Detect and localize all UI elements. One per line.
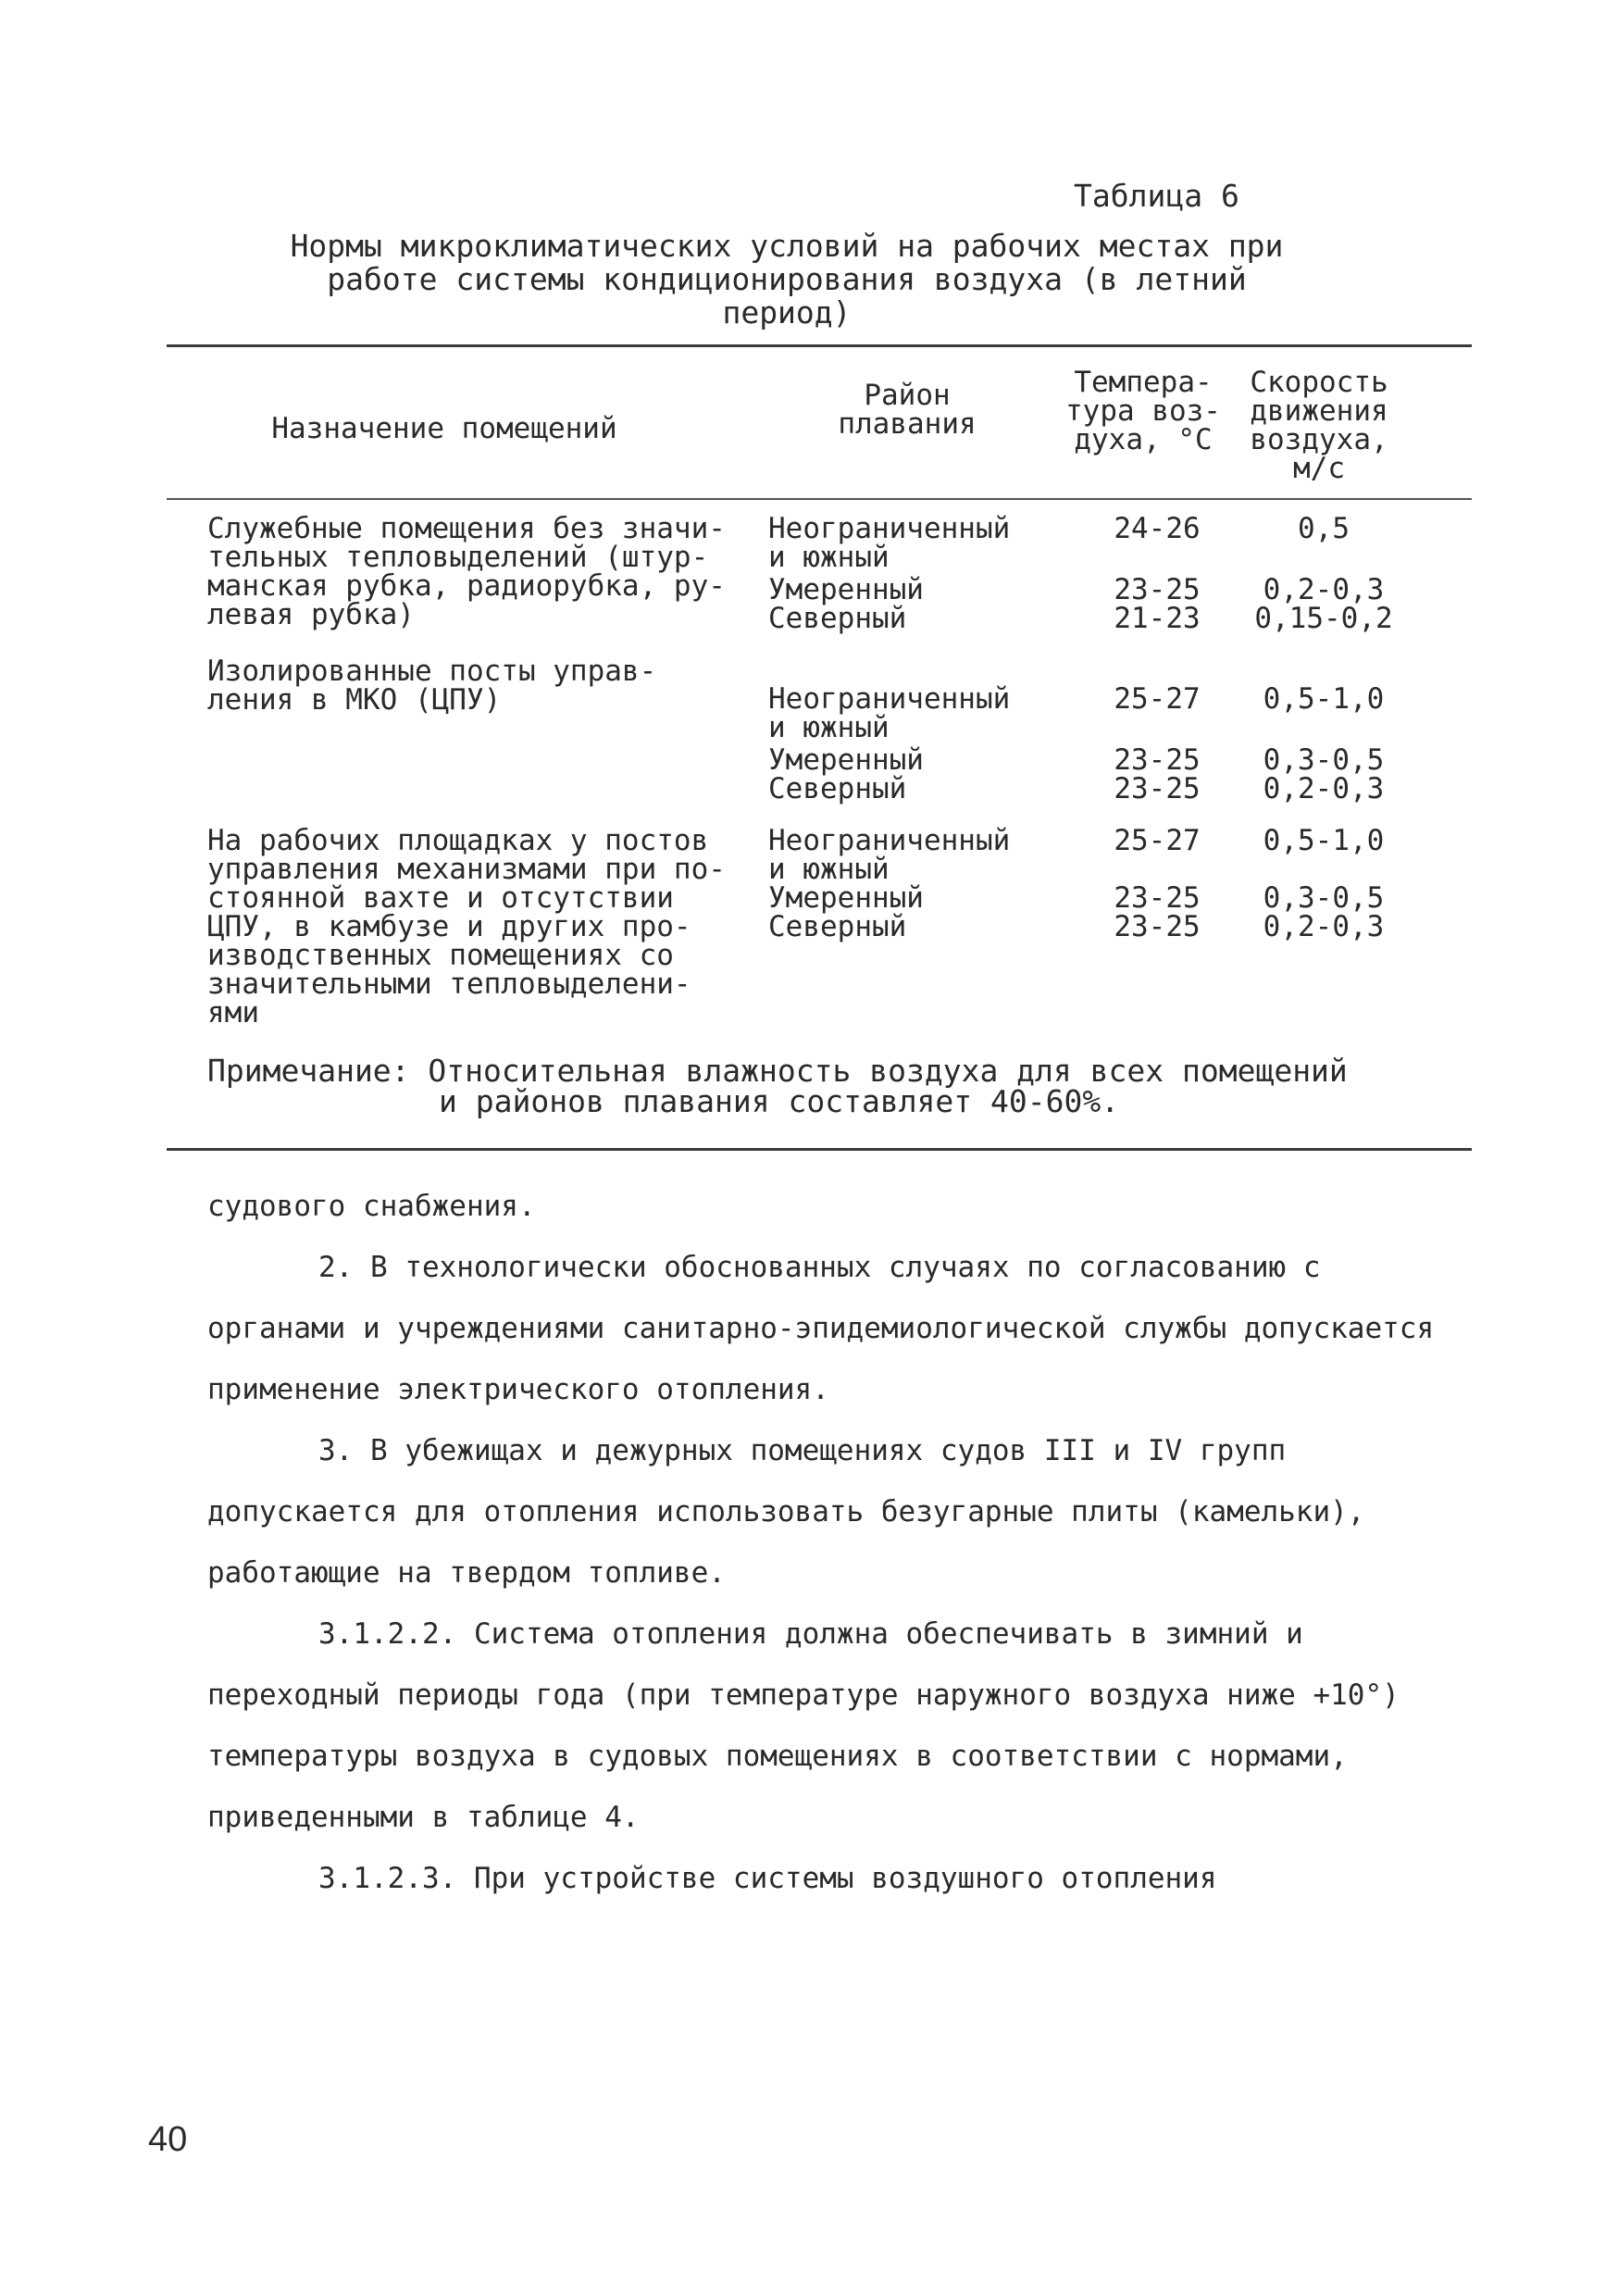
paragraph-4: 3.1.2.2. Система отопления должна обеспечивать в зимний и переходный периоды года (при температуре наружного воздуха ниже +10°) температуры воздуха в судовых помещениях в соответствии с нормами, приведенными в таблице 4. [207,1617,1400,1834]
row1-speed-3: 0,15-0,2 [1254,602,1393,635]
table-number: Таблица 6 [1074,178,1239,214]
row1-purpose: Служебные помещения без значи- тельных тепловыделений (штур- манская рубка, радиорубка, ру- левая рубка) [207,512,726,631]
row2-speed-2: 0,3-0,5 [1263,743,1385,777]
row2-purpose: Изолированные посты управ- ления в МКО (ЦПУ) [207,655,657,717]
row3-purpose: На рабочих площадках у постов управления механизмами при по- стоянной вахте и отсутствии ЦПУ, в камбузе и других про- изводственных помещениях со значительными тепловыделени- ями [207,824,726,1029]
row2-region-1: Неограниченный и южный [768,682,1011,744]
paragraph-2: 2. В технологически обоснованных случаях по согласованию с органами и учреждениями санитарно-эпидемиологической службы допускается применение электрического отопления. [207,1251,1435,1406]
row1-speed-1: 0,5 [1298,512,1350,545]
table-note-line1: Примечание: Относительная влажность воздуха для всех помещений [207,1053,1348,1089]
row2-temp-1: 25-27 [1114,682,1201,716]
row3-speed-3: 0,2-0,3 [1263,910,1385,943]
paragraph-1: судового снабжения. [207,1190,536,1223]
row1-region-3: Северный [768,602,907,635]
row3-region-2: Умеренный [768,881,924,915]
row1-temp-2: 23-25 [1114,573,1201,606]
paragraph-5: 3.1.2.3. При устройстве системы воздушного отопления [318,1862,1217,1895]
row3-region-1: Неограниченный и южный [768,824,1011,886]
row1-region-2: Умеренный [768,573,924,606]
table-note-line2: и районов плавания составляет 40-60%. [439,1083,1120,1119]
row1-temp-1: 24-26 [1114,512,1201,545]
table-bottom-rule [167,1148,1472,1151]
row2-speed-1: 0,5-1,0 [1263,682,1385,716]
header-temperature: Темпера- тура воз- духа, °С [1065,366,1221,456]
header-region: Район плавания [838,379,977,441]
row2-temp-2: 23-25 [1114,743,1201,777]
row1-speed-2: 0,2-0,3 [1263,573,1385,606]
row2-speed-3: 0,2-0,3 [1263,772,1385,805]
row2-region-3: Северный [768,772,907,805]
paragraph-3: 3. В убежищах и дежурных помещениях судов III и IV групп допускается для отопления использовать безугарные плиты (камельки), работающие на твердом топливе. [207,1434,1365,1590]
row1-temp-3: 21-23 [1114,602,1201,635]
row2-region-2: Умеренный [768,743,924,777]
row3-speed-1: 0,5-1,0 [1263,824,1385,857]
header-speed: Скорость движения воздуха, м/с [1250,366,1388,485]
row3-temp-3: 23-25 [1114,910,1201,943]
table-header-rule [167,498,1472,500]
table-note [207,1055,1348,1117]
table-top-rule [167,344,1472,347]
row3-region-3: Северный [768,910,907,943]
row3-temp-1: 25-27 [1114,824,1201,857]
table-caption: Нормы микроклиматических условий на рабочих местах при работе системы кондиционирования воздуха (в летний период) [290,228,1284,331]
row1-region-1: Неограниченный и южный [768,512,1011,574]
body-text [207,1176,1438,1909]
row3-speed-2: 0,3-0,5 [1263,881,1385,915]
row2-temp-3: 23-25 [1114,772,1201,805]
row3-temp-2: 23-25 [1114,881,1201,915]
page-number: 40 [148,2120,188,2159]
header-purpose: Назначение помещений [271,412,617,445]
